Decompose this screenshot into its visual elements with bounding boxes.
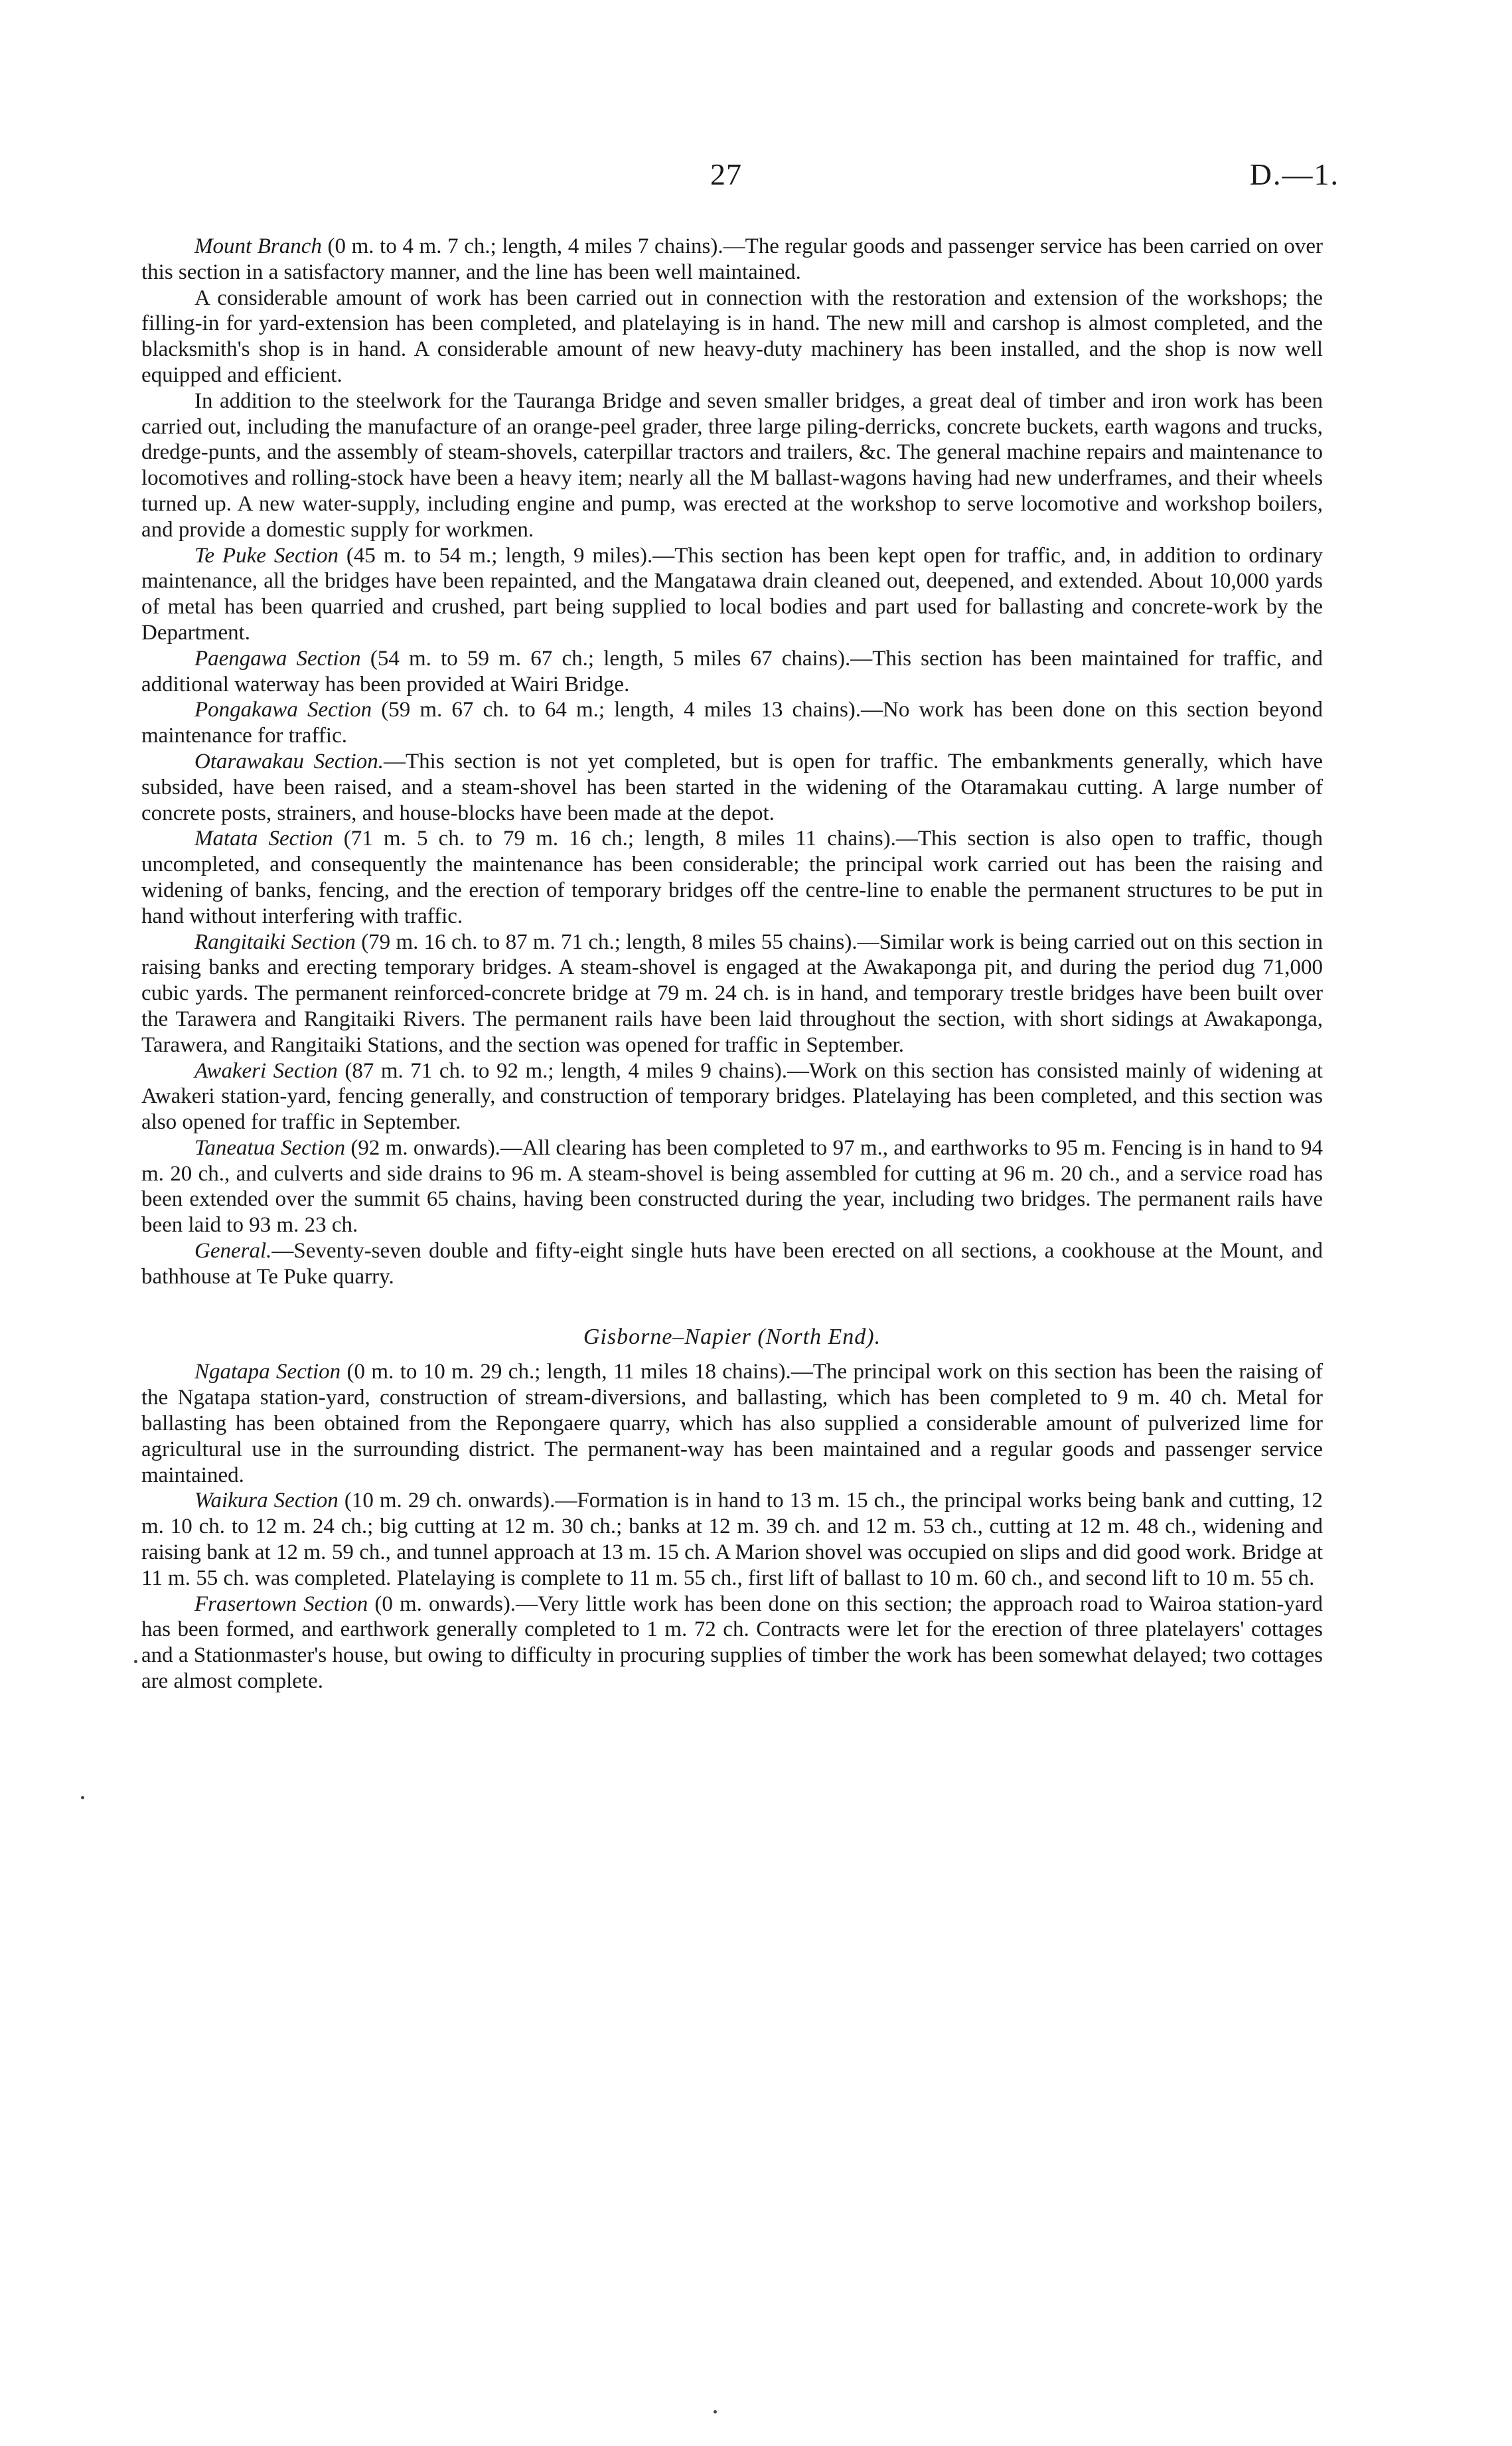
section-title: Frasertown Section — [194, 1591, 368, 1616]
section-title: Matata Section — [194, 827, 333, 851]
paragraph-text: (92 m. onwards).—All clearing has been completed to 97 m., and earthworks to 95 m. Fencing is in hand to 94 m. 20 ch., and culverts and side drains to 96 m. A steam-shovel is being assembled for cutting at 96 m. 20 ch., and a service road has been extended over the summit 65 chains, having been constructed during the year, including two bridges. The permanent rails have been laid to 93 m. 23 ch. — [141, 1135, 1323, 1238]
page-number: 27 — [710, 157, 742, 191]
paragraph — [141, 1238, 1323, 1290]
section-title: Waikura Section — [194, 1489, 339, 1513]
paragraph — [141, 285, 1323, 388]
paragraph-text: —Seventy-seven double and fifty-eight single huts have been erected on all sections, a cookhouse at the Mount, and bathhouse at Te Puke quarry. — [141, 1239, 1323, 1289]
paragraph-text: In addition to the steelwork for the Tauranga Bridge and seven smaller bridges, a great deal of timber and iron work has been carried out, including the manufacture of an orange-peel grader, three large piling-derricks, concrete buckets, earth wagons and trucks, dredge-punts, and the assembly of steam-shovels, caterpillar tractors and trailers, &c. The general machine repairs and maintenance to locomotives and rolling-stock have been a heavy item; nearly all the M ballast-wagons having had new underframes, and their wheels turned up. A new water-supply, including engine and pump, was erected at the workshop to serve locomotive and workshop boilers, and provide a domestic supply for workmen. — [141, 388, 1323, 542]
paragraph-text: (10 m. 29 ch. onwards).—Formation is in hand to 13 m. 15 ch., the principal works being bank and cutting, 12 m. 10 ch. to 12 m. 24 ch.; big cutting at 12 m. 30 ch.; banks at 12 m. 39 ch. and 12 m. 53 ch., cutting at 12 m. 48 ch., widening and raising bank at 12 m. 59 ch., and tunnel approach at 13 m. 15 ch. A Marion shovel was occupied on slips and did good work. Bridge at 11 m. 55 ch. was completed. Platelaying is complete to 11 m. 55 ch., first lift of ballast to 10 m. 60 ch., and second lift to 10 m. 55 ch. — [141, 1489, 1323, 1590]
paragraph — [141, 826, 1323, 929]
paragraph-text: (0 m. to 10 m. 29 ch.; length, 11 miles 18 chains).—The principal work on this section has been the raising of the Ngatapa station-yard, construction of stream-diversions, and ballasting, which has been completed to 9 m. 40 ch. Metal for ballasting has been obtained from the Repongaere quarry, which has also supplied a considerable amount of pulverized lime for agricultural use in the surrounding district. The permanent-way has been maintained and a regular goods and passenger service maintained. — [141, 1360, 1323, 1487]
paragraph — [141, 234, 1323, 285]
page-header — [0, 157, 1512, 210]
stray-mark — [714, 2410, 717, 2413]
body-text — [141, 234, 1323, 1694]
paragraph-text: (0 m. onwards).—Very little work has been done on this section; the approach road to Wairoa station-yard has been formed, and earthwork generally completed to 1 m. 72 ch. Contracts were let for the erection of three platelayers' cottages and a Stationmaster's house, but owing to difficulty in procuring supplies of timber the work has been somewhat delayed; two cottages are almost complete. — [141, 1591, 1323, 1694]
gisborne-napier-report — [141, 1359, 1323, 1694]
paragraph-text: —This section is not yet completed, but is open for traffic. The embankments generally, which have subsided, have been raised, and a steam-shovel has been started in the widening of the Otaramakau cutting. A large number of concrete posts, strainers, and house-blocks have been made at the depot. — [141, 749, 1323, 825]
paragraph-text: A considerable amount of work has been carried out in connection with the restoration and extension of the workshops; the filling-in for yard-extension has been completed, and platelaying is in hand. The new mill and carshop is almost completed, and the blacksmith's shop is in hand. A considerable amount of new heavy-duty machinery has been installed, and the shop is now well equipped and efficient. — [141, 285, 1323, 387]
stray-mark — [134, 1660, 137, 1663]
paragraph — [141, 1359, 1323, 1488]
section-title: Pongakawa Section — [194, 698, 372, 722]
paragraph — [141, 543, 1323, 646]
paragraph — [141, 1488, 1323, 1591]
section-title: General. — [194, 1239, 272, 1264]
railway-sections-report — [141, 234, 1323, 1290]
paragraph-text: (87 m. 71 ch. to 92 m.; length, 4 miles 9 chains).—Work on this section has consisted mainly of widening at Awakeri station-yard, fencing generally, and construction of temporary bridges. Platelaying has been completed, and this section was also opened for traffic in September. — [141, 1058, 1323, 1135]
paragraph-text: (71 m. 5 ch. to 79 m. 16 ch.; length, 8 miles 11 chains).—This section is also open to traffic, though uncompleted, and consequently the maintenance has been considerable; the principal work carried out has been the raising and widening of banks, fencing, and the erection of temporary bridges off the centre-line to enable the permanent structures to be put in hand without interfering with traffic. — [141, 827, 1323, 928]
section-heading: Gisborne–Napier (North End). — [583, 1324, 881, 1349]
section-title: Te Puke Section — [194, 543, 339, 568]
section-title: Rangitaiki Section — [194, 930, 356, 954]
document-reference: D.—1. — [1249, 157, 1339, 191]
stray-mark — [81, 1796, 84, 1799]
section-title: Mount Branch — [194, 234, 322, 258]
paragraph — [141, 1058, 1323, 1135]
section-title: Taneatua Section — [194, 1135, 346, 1160]
paragraph — [141, 697, 1323, 749]
paragraph — [141, 749, 1323, 826]
paragraph — [141, 930, 1323, 1058]
paragraph-text: (54 m. to 59 m. 67 ch.; length, 5 miles 67 chains).—This section has been maintained for traffic, and additional waterway has been provided at Wairi Bridge. — [141, 646, 1323, 696]
paragraph-text: (45 m. to 54 m.; length, 9 miles).—This section has been kept open for traffic, and, in addition to ordinary maintenance, all the bridges have been repainted, and the Mangatawa drain cleaned out, deepened, and extended. About 10,000 yards of metal has been quarried and crushed, part being supplied to local bodies and part used for ballasting and concrete-work by the Department. — [141, 543, 1323, 645]
section-title: Awakeri Section — [194, 1058, 338, 1083]
paragraph-text: (79 m. 16 ch. to 87 m. 71 ch.; length, 8 miles 55 chains).—Similar work is being carried out on this section in raising banks and erecting temporary bridges. A steam-shovel is engaged at the Awakaponga pit, and during the period dug 71,000 cubic yards. The permanent reinforced-concrete bridge at 79 m. 24 ch. is in hand, and temporary trestle bridges have been built over the Tarawera and Rangitaiki Rivers. The permanent rails have been laid throughout the section, with short sidings at Awakaponga, Tarawera, and Rangitaiki Stations, and the section was opened for traffic in September. — [141, 930, 1323, 1057]
section-title: Ngatapa Section — [194, 1360, 341, 1384]
paragraph-text: (0 m. to 4 m. 7 ch.; length, 4 miles 7 chains).—The regular goods and passenger service has been carried on over this section in a satisfactory manner, and the line has been well maintained. — [141, 234, 1323, 284]
section-title: Otarawakau Section. — [194, 749, 384, 774]
paragraph-text: (59 m. 67 ch. to 64 m.; length, 4 miles 13 chains).—No work has been done on this section beyond maintenance for traffic. — [141, 698, 1323, 748]
paragraph — [141, 1591, 1323, 1694]
paragraph — [141, 1135, 1323, 1238]
paragraph — [141, 646, 1323, 698]
section-title: Paengawa Section — [194, 646, 361, 671]
paragraph — [141, 388, 1323, 543]
